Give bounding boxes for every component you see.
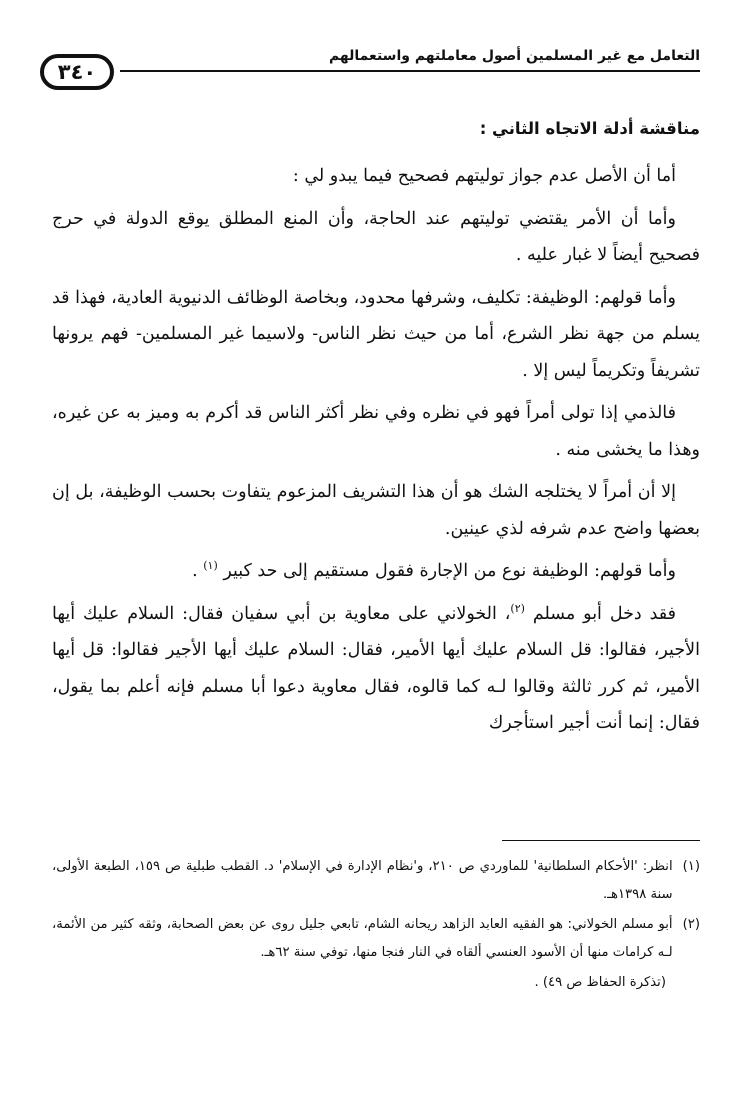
running-title: التعامل مع غير المسلمين أصول معاملتهم واستعمالهم [328, 48, 700, 64]
page-number-badge: ٣٤٠ [40, 54, 114, 90]
footnote-divider [502, 840, 700, 841]
paragraph-7-start: فقد دخل أبو مسلم [532, 603, 676, 624]
paragraph-2: وأما أن الأمر يقتضي توليتهم عند الحاجة، وأن المنع المطلق يوقع الدولة في حرج فصحيح أيضاً لا غبار عليه . [52, 208, 700, 265]
paragraph-3: وأما قولهم: الوظيفة: تكليف، وشرفها محدود، وبخاصة الوظائف الدنيوية العادية، فهذا قد يسلم من جهة نظر الشرع، أما من حيث نظر الناس- ولاسيما غير المسلمين- فهم يرونها تشريفاً وتكريماً ليس إلا . [52, 287, 700, 381]
footnote-1-marker: (١) [682, 859, 700, 874]
footnote-1-text: انظر: 'الأحكام السلطانية' للماوردي ص ٢١٠، و'نظام الإدارة في الإسلام' د. القطب طبلية ص ١٥٩، الطبعة الأولى، سنة ١٣٩٨هـ. [52, 859, 673, 902]
page-header [40, 48, 700, 98]
page-body [52, 112, 700, 748]
footnote-ref-1[interactable]: (١) [203, 559, 218, 573]
paragraph-6 [52, 553, 700, 590]
footnote-ref-2[interactable]: (٢) [510, 601, 525, 615]
paragraph-5: إلا أن أمراً لا يختلجه الشك هو أن هذا التشريف المزعوم يتفاوت بحسب الوظيفة، بل إن بعضها واضح عدم شرفه لذي عينين. [52, 482, 700, 539]
footnotes-section [52, 840, 700, 997]
paragraph-4: فالذمي إذا تولى أمراً فهو في نظره وفي نظر أكثر الناس قد أكرم به وميز به عن غيره، وهذا ما يخشى منه . [52, 403, 700, 460]
footnote-2-source: (تذكرة الحفاظ ص ٤٩) . [534, 975, 666, 990]
paragraph-6-end: . [192, 561, 204, 581]
paragraph-7 [52, 596, 700, 742]
section-heading: مناقشة أدلة الاتجاه الثاني : [479, 119, 700, 138]
paragraph-7-rest: ، الخولاني على معاوية بن أبي سفيان فقال: السلام عليك أيها الأجير، فقالوا: قل السلام عليك أيها الأمير، فقال: السلام عليك أيها الأجير فقالوا: قل أيها الأمير، ثم كرر ثالثة وقالوا لـه كما قالوه، فقال معاوية دعوا أبا مسلم فإنه أعلم بما يقول، فقال: إنما أنت أجير استأجرك [52, 603, 700, 733]
header-divider [120, 70, 700, 72]
footnote-2 [52, 911, 700, 967]
footnote-1 [52, 853, 700, 909]
paragraph-6-text: وأما قولهم: الوظيفة نوع من الإجارة فقول مستقيم إلى حد كبير [223, 561, 676, 581]
paragraph-1: أما أن الأصل عدم جواز توليتهم فصحيح فيما يبدو لي : [292, 166, 676, 186]
footnote-2-text: أبو مسلم الخولاني: هو الفقيه العابد الزاهد ريحانه الشام، تابعي جليل روى عن بعض الصحابة، وثقه كثير من الأئمة، لـه كرامات منها أن الأسود العنسي ألقاه في النار فنجا منها، توفي سنة ٦٢هـ. [52, 917, 673, 960]
footnote-2-marker: (٢) [682, 917, 700, 932]
